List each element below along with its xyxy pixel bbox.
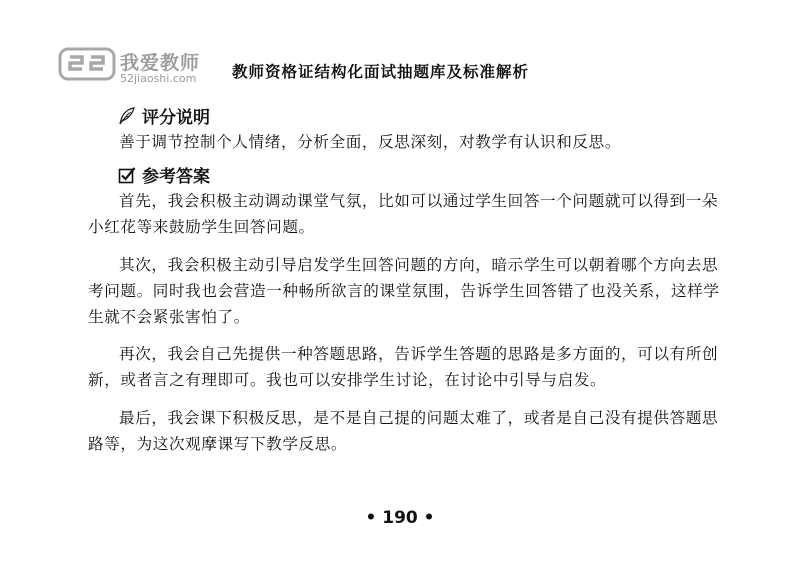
feather-pen-icon: [118, 107, 136, 125]
scoring-text: 善于调节控制个人情绪，分析全面，反思深刻，对教学有认识和反思。: [119, 133, 622, 151]
logo-mark-icon: [58, 46, 116, 82]
scoring-title: 评分说明: [142, 108, 210, 128]
logo-url: 52jiaoshi.com: [120, 72, 197, 85]
page-header: [58, 44, 758, 92]
answer-paragraph: 其次，我会积极主动引导启发学生回答问题的方向，暗示学生可以朝着哪个方向去思考问题。同时我也会营造一种畅所欲言的课堂氛围，告诉学生回答错了也没关系，这样学生就不会紧张害怕了。: [88, 256, 720, 326]
checkbox-checked-icon: [118, 166, 136, 184]
book-title: 教师资格证结构化面试抽题库及标准解析: [232, 63, 530, 81]
page-number: • 190 •: [365, 508, 435, 528]
scoring-heading: [118, 103, 210, 128]
answer-heading: [118, 162, 210, 187]
answer-title: 参考答案: [142, 167, 210, 187]
answer-paragraph: 最后，我会课下积极反思，是不是自己提的问题太难了，或者是自己没有提供答题思路等，为这次观摩课写下教学反思。: [88, 409, 719, 453]
answer-paragraph: 首先，我会积极主动调动课堂气氛，比如可以通过学生回答一个问题就可以得到一朵小红花等来鼓励学生回答问题。: [88, 192, 719, 236]
answer-paragraph: 再次，我会自己先提供一种答题思路，告诉学生答题的思路是多方面的，可以有所创新，或者言之有理即可。我也可以安排学生讨论，在讨论中引导与启发。: [88, 345, 719, 389]
logo: [58, 44, 208, 92]
logo-text: 我爱教师: [120, 52, 201, 74]
